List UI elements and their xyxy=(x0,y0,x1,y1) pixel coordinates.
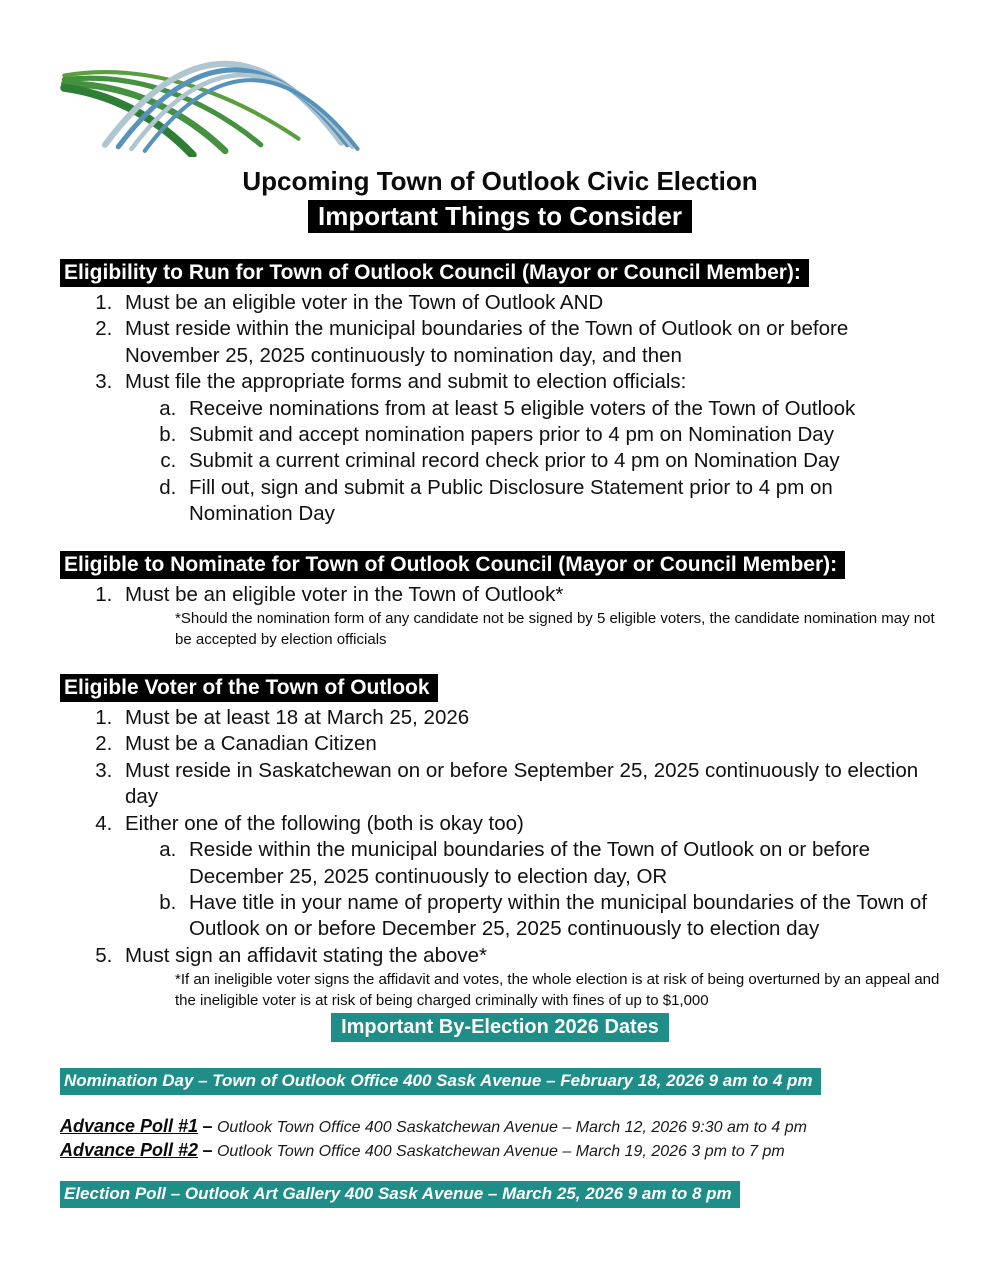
advance-poll-1-details: Outlook Town Office 400 Saskatchewan Avenue – March 12, 2026 9:30 am to 4 pm xyxy=(216,1119,807,1137)
list-item-text: Must file the appropriate forms and submit to election officials: xyxy=(125,370,687,394)
list-item: b. Submit and accept nomination papers prior to 4 pm on Nomination Day xyxy=(182,422,940,448)
section-heading-nominate: Eligible to Nominate for Town of Outlook Council (Mayor or Council Member): xyxy=(60,551,845,579)
dates-heading-row xyxy=(60,1013,940,1042)
election-poll-row xyxy=(60,1181,940,1208)
list-item: 3. Must reside in Saskatchewan on or before September 25, 2025 continuously to election day xyxy=(118,758,940,811)
voter-requirements-list xyxy=(60,705,940,969)
list-item: 1. Must be an eligible voter in the Town of Outlook AND xyxy=(118,290,940,316)
dates-section-heading: Important By-Election 2026 Dates xyxy=(331,1013,669,1042)
list-item-text: Either one of the following (both is okay too) xyxy=(125,811,524,835)
section-eligibility-to-run xyxy=(60,259,940,528)
list-item: 1. Must be at least 18 at March 25, 2026 xyxy=(118,705,940,731)
dash-separator: – xyxy=(202,1140,213,1161)
section-heading-voter: Eligible Voter of the Town of Outlook xyxy=(60,674,438,702)
list-item: c. Submit a current criminal record check prior to 4 pm on Nomination Day xyxy=(182,448,940,474)
title-block xyxy=(60,165,940,233)
logo-arcs-icon xyxy=(60,45,370,157)
advance-poll-2-details: Outlook Town Office 400 Saskatchewan Avenue – March 19, 2026 3 pm to 7 pm xyxy=(216,1143,785,1161)
advance-poll-2-label: Advance Poll #2 xyxy=(60,1140,199,1161)
advance-polls-block xyxy=(60,1115,940,1163)
advance-poll-1-label: Advance Poll #1 xyxy=(60,1116,199,1137)
nominate-requirements-list xyxy=(60,582,940,608)
page-subtitle-highlight: Important Things to Consider xyxy=(308,200,692,233)
voter-options-sublist xyxy=(125,837,940,943)
list-item: 1. Must be an eligible voter in the Town of Outlook* xyxy=(118,582,940,608)
list-item: b. Have title in your name of property within the municipal boundaries of the Town of Outlook on or before December 25, 2025 continuously to election day xyxy=(182,890,940,943)
list-item: a. Reside within the municipal boundaries of the Town of Outlook on or before December 25, 2025 continuously to election day, OR xyxy=(182,837,940,890)
nomination-day-bar: Nomination Day – Town of Outlook Office 400 Sask Avenue – February 18, 2026 9 am to 4 pm xyxy=(60,1068,821,1095)
nominate-footnote: *Should the nomination form of any candidate not be signed by 5 eligible voters, the candidate nomination may not be accepted by election officials xyxy=(175,610,935,649)
section-eligible-to-nominate xyxy=(60,551,940,650)
section-heading-run: Eligibility to Run for Town of Outlook Council (Mayor or Council Member): xyxy=(60,259,809,287)
list-item: 5. Must sign an affidavit stating the above* xyxy=(118,943,940,969)
run-requirements-list xyxy=(60,290,940,528)
dash-separator: – xyxy=(202,1116,213,1137)
nomination-day-row xyxy=(60,1068,940,1095)
election-poll-bar: Election Poll – Outlook Art Gallery 400 Sask Avenue – March 25, 2026 9 am to 8 pm xyxy=(60,1181,740,1208)
town-of-outlook-logo xyxy=(60,45,370,157)
voter-footnote: *If an ineligible voter signs the affidavit and votes, the whole election is at risk of being overturned by an appeal and the ineligible voter is at risk of being charged criminally with fines of up to $1,000 xyxy=(175,971,940,1010)
advance-poll-1-line xyxy=(60,1115,940,1139)
list-item xyxy=(118,369,940,527)
list-item xyxy=(118,811,940,943)
page-title: Upcoming Town of Outlook Civic Election xyxy=(242,166,758,196)
list-item: d. Fill out, sign and submit a Public Disclosure Statement prior to 4 pm on Nomination Day xyxy=(182,475,940,528)
run-forms-sublist xyxy=(125,396,940,528)
list-item: a. Receive nominations from at least 5 eligible voters of the Town of Outlook xyxy=(182,396,940,422)
list-item: 2. Must reside within the municipal boundaries of the Town of Outlook on or before November 25, 2025 continuously to nomination day, and then xyxy=(118,316,940,369)
page-subtitle-row xyxy=(60,200,940,233)
advance-poll-2-line xyxy=(60,1139,940,1163)
section-eligible-voter xyxy=(60,674,940,1011)
logo-green-blade xyxy=(64,88,192,155)
list-item: 2. Must be a Canadian Citizen xyxy=(118,731,940,757)
